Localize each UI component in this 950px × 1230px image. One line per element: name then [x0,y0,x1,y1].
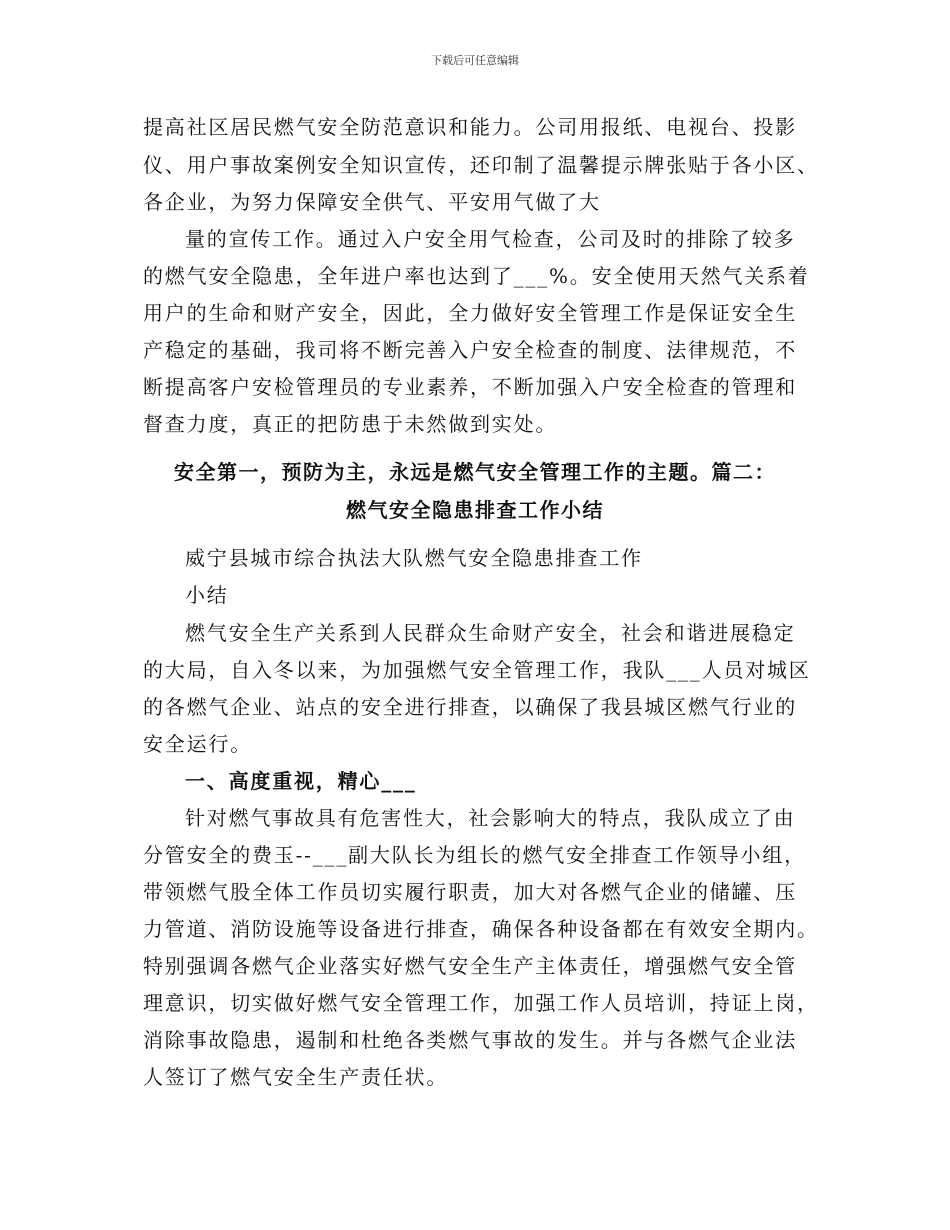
paragraph-line: 燃气安全生产关系到人民群众生命财产安全，社会和谐进展稳定 [185,621,796,645]
paragraph-line: 理意识，切实做好燃气安全管理工作，加强工作人员培训，持证上岗， [143,991,819,1015]
paragraph-line: 各企业，为努力保障安全供气、平安用气做了大 [143,190,601,214]
paragraph-line: 仪、用户事故案例安全知识宣传，还印制了温馨提示牌张贴于各小区、 [143,153,819,177]
section-heading: 一、高度重视，精心___ [185,769,417,793]
paragraph-line: 断提高客户安检管理员的专业素养，不断加强入户安全检查的管理和 [143,375,797,399]
subtitle-line: 威宁县城市综合执法大队燃气安全隐患排查工作 [185,546,643,570]
paragraph-line: 分管安全的费玉--___副大队长为组长的燃气安全排查工作领导小组， [143,843,806,867]
section-title-line2: 燃气安全隐患排查工作小结 [346,498,604,522]
paragraph-line: 消除事故隐患，遏制和杜绝各类燃气事故的发生。并与各燃气企业法 [143,1028,797,1052]
subtitle-line: 小结 [185,583,229,607]
paragraph-line: 的各燃气企业、站点的安全进行排查，以确保了我县城区燃气行业的 [143,695,797,719]
paragraph-line: 督查力度，真正的把防患于未然做到实处。 [143,412,558,436]
paragraph-line: 提高社区居民燃气安全防范意识和能力。公司用报纸、电视台、投影 [143,115,797,139]
paragraph-line: 用户的生命和财产安全，因此，全力做好安全管理工作是保证安全生 [143,301,797,325]
paragraph-line: 针对燃气事故具有危害性大，社会影响大的特点，我队成立了由 [185,806,796,830]
paragraph-line: 的燃气安全隐患，全年进户率也达到了___%。安全使用天然气关系着 [143,264,810,288]
paragraph-line: 产稳定的基础，我司将不断完善入户安全检查的制度、法律规范，不 [143,338,797,362]
section-title-line1: 安全第一，预防为主，永远是燃气安全管理工作的主题。篇二： [174,460,776,484]
paragraph-line: 力管道、消防设施等设备进行排查，确保各种设备都在有效安全期内。 [143,917,819,941]
paragraph-line: 量的宣传工作。通过入户安全用气检查，公司及时的排除了较多 [185,227,796,251]
paragraph-line: 的大局，自入冬以来，为加强燃气安全管理工作，我队___人员对城区 [143,658,811,682]
page-header-note: 下载后可任意编辑 [431,54,519,67]
paragraph-line: 特别强调各燃气企业落实好燃气安全生产主体责任，增强燃气安全管 [143,954,797,978]
paragraph-line: 人签订了燃气安全生产责任状。 [143,1065,449,1089]
paragraph-line: 带领燃气股全体工作员切实履行职责，加大对各燃气企业的储罐、压 [143,880,797,904]
paragraph-line: 安全运行。 [143,732,252,756]
